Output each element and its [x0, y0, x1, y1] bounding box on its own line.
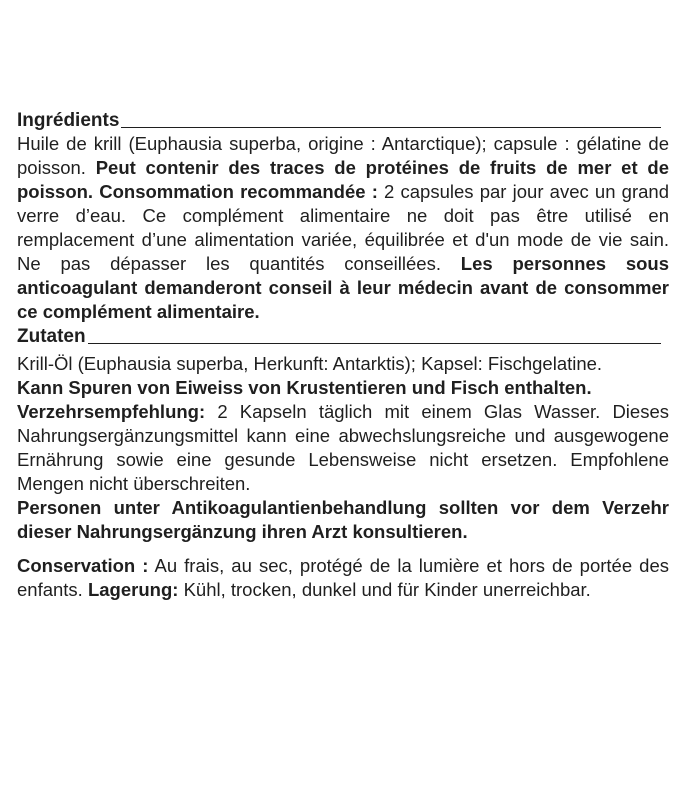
product-label-text: [17, 108, 669, 602]
usage-text-de: 2 Kapseln täglich mit einem Glas Wasser. Dieses Nahrungsergänzungsmittel kann eine abwechslungsreiche und ausgewogene Ernährung sowie eine gesunde Lebensweise nicht ersetzen. Empfohlene Mengen nicht überschreiten.: [17, 401, 669, 494]
storage-text-fr: Au frais, au sec, protégé de la lumière et hors de portée des enfants.: [17, 555, 669, 600]
usage-de-paragraph: [17, 400, 669, 496]
ingredients-de: Krill-Öl (Euphausia superba, Herkunft: Antarktis); Kapsel: Fischgelatine.: [17, 353, 603, 374]
storage-label-de: Lagerung:: [87, 579, 179, 600]
heading-ingredients-fr-text: Ingrédients: [17, 110, 120, 131]
storage-text-de: Kühl, trocken, dunkel und für Kinder unerreichbar.: [183, 579, 591, 600]
heading-ingredients-de-text: Zutaten: [17, 326, 86, 347]
usage-label-de: Verzehrsempfehlung:: [17, 401, 206, 422]
heading-ingredients-fr: [17, 108, 669, 132]
heading-underline: [88, 343, 661, 344]
storage-label-fr: Conservation :: [17, 555, 149, 576]
paragraph-fr: [17, 132, 669, 324]
warning-de-paragraph: [17, 496, 669, 544]
traces-de-line: [17, 376, 669, 400]
warning-fr: Les personnes sous anticoagulant demanderont conseil à leur médecin avant de consommer ce complément alimentaire.: [17, 253, 670, 322]
ingredients-de-line: [17, 352, 669, 376]
allergen-traces-de: Kann Spuren von Eiweiss von Krustentieren und Fisch enthalten.: [17, 377, 592, 398]
heading-ingredients-de: [17, 324, 669, 348]
allergen-traces-fr: Peut contenir des traces de protéines de fruits de mer et de poisson.: [17, 157, 669, 202]
warning-de: Personen unter Antikoagulantienbehandlung sollten vor dem Verzehr dieser Nahrungsergänzung ihren Arzt konsultieren.: [17, 497, 669, 542]
usage-label-fr: Consommation recommandée :: [99, 181, 378, 202]
spacer: [17, 544, 669, 554]
ingredients-fr: Huile de krill (Euphausia superba, origine : Antarctique); capsule : gélatine de poisson.: [17, 133, 669, 178]
usage-text-fr: 2 capsules par jour avec un grand verre d’eau. Ce complément alimentaire ne doit pas être utilisé en remplacement d’une alimentation variée, équilibrée et d'un mode de vie sain. Ne pas dépasser les quantités conseillées.: [17, 181, 670, 274]
heading-underline: [121, 127, 661, 128]
storage-paragraph: [17, 554, 669, 602]
